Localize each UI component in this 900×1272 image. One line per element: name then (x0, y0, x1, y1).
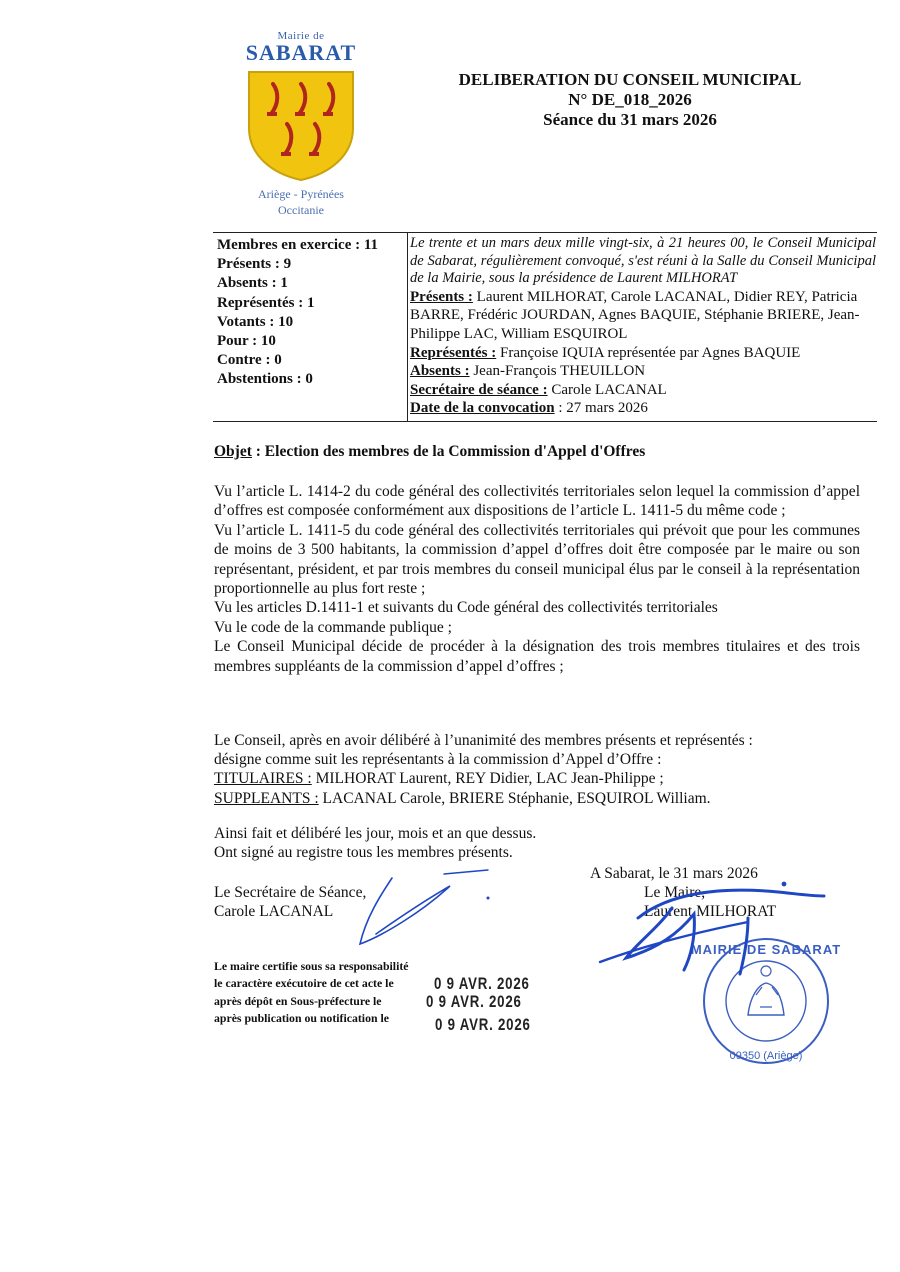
closing-line1: Ainsi fait et délibéré les jour, mois et an que dessus. (214, 825, 537, 842)
titulaires-value: MILHORAT Laurent, REY Didier, LAC Jean-Philippe ; (311, 770, 664, 788)
maire-signature-icon (598, 878, 838, 988)
document-header (430, 70, 830, 130)
document-title: DELIBERATION DU CONSEIL MUNICIPAL (458, 70, 802, 89)
decision (214, 731, 864, 808)
logo-small-text: Mairie de (277, 30, 325, 42)
certif-line3: après dépôt en Sous-préfecture le (214, 993, 382, 1008)
stat-presents: Présents : 9 (217, 256, 292, 273)
certif-line1: Le maire certifie sous sa responsabilité (214, 959, 409, 973)
secretary-signature-icon (352, 868, 502, 952)
stamp-date-depot: 0 9 AVR. 2026 (426, 992, 522, 1011)
suppleants-line (214, 789, 864, 808)
secretaire-label: Secrétaire de séance : (410, 381, 548, 398)
certif-line2: le caractère exécutoire de cet acte le (214, 976, 394, 991)
presents-label: Présents : (410, 288, 473, 305)
stamp-date-publication: 0 9 AVR. 2026 (435, 1015, 531, 1034)
presents-value: Laurent MILHORAT, Carole LACANAL, Didier REY, Patricia BARRE, Frédéric JOURDAN, Agnes BAQUIE, Stéphanie BRIERE, Jean-Philippe LAC, William ESQUIROL (410, 288, 860, 342)
decision-line2: désigne comme suit les représentants à la commission d’Appel d’Offre : (214, 751, 662, 769)
seal-text: MAIRIE DE SABARAT (690, 942, 842, 957)
objet-line (214, 443, 884, 461)
consideration-paragraph: Vu le code de la commande publique ; (214, 618, 452, 636)
titulaires-label: TITULAIRES : (214, 770, 312, 788)
municipality-logo (238, 30, 364, 230)
consideration-paragraph: Vu l’article L. 1411-5 du code général des collectivités territoriales qui prévoit que pour les communes de moins de 3 500 habitants, la commission d’appel d’offres doit être composée par le maire ou son représentant, président, et par trois membres du conseil municipal élus par le conseil à la représentation proportionnelle au plus fort reste ; (214, 521, 860, 598)
certification-block (214, 958, 422, 1028)
suppleants-label: SUPPLEANTS : (214, 789, 319, 807)
representes-label: Représentés : (410, 344, 497, 361)
stat-absents: Absents : 1 (217, 275, 288, 292)
stat-membres: Membres en exercice : 11 (217, 237, 379, 253)
info-top-rule (213, 232, 877, 233)
convocation-label: Date de la convocation (410, 400, 555, 417)
info-divider (407, 233, 408, 421)
convocation-line (410, 399, 876, 418)
session-details (410, 235, 876, 418)
secretary-title: Le Secrétaire de Séance, (214, 884, 367, 901)
logo-region-line2: Occitanie (278, 203, 324, 217)
logo-name: SABARAT (245, 40, 357, 65)
secretaire-line (410, 381, 876, 400)
considerations (214, 482, 860, 676)
suppleants-value: LACANAL Carole, BRIERE Stéphanie, ESQUIROL William. (318, 789, 711, 807)
convocation-value: : 27 mars 2026 (554, 400, 648, 417)
consideration-paragraph: Le Conseil Municipal décide de procéder à la désignation des trois membres titulaires et des trois membres suppléants de la commission d’appel d’offres ; (214, 638, 860, 675)
closing (214, 824, 614, 862)
certif-line4: après publication ou notification le (214, 1011, 390, 1026)
decision-line1: Le Conseil, après en avoir délibéré à l’unanimité des membres présents et représentés : (214, 732, 753, 749)
secretaire-value: Carole LACANAL (547, 381, 667, 398)
presents-line (410, 288, 876, 344)
session-date: Séance du 31 mars 2026 (543, 110, 717, 129)
consideration-paragraph: Vu l’article L. 1414-2 du code général des collectivités territoriales selon lequel la commission d’appel d’offres est composée conformément aux dispositions de l’article L. 1411-5 du même code ; (214, 483, 860, 520)
deliberation-number: N° DE_018_2026 (568, 90, 692, 109)
stamp-date-executoire: 0 9 AVR. 2026 (434, 974, 530, 993)
representes-value: Françoise IQUIA représentée par Agnes BAQUIE (496, 344, 801, 361)
objet-label: Objet (214, 443, 252, 460)
titulaires-line (214, 769, 864, 788)
session-intro: Le trente et un mars deux mille vingt-six, à 21 heures 00, le Conseil Municipal de Sabarat, régulièrement convoqué, s'est réuni à la Salle du Conseil Municipal de la Mairie, sous la présidence de Laurent MILHORAT (410, 235, 876, 287)
maire-name: Laurent MILHORAT (644, 903, 777, 920)
objet-text: : Election des membres de la Commission d'Appel d'Offres (251, 443, 646, 460)
logo-region-line1: Ariège - Pyrénées (258, 187, 344, 201)
representes-line (410, 344, 876, 363)
info-bottom-rule (213, 421, 877, 422)
stat-votants: Votants : 10 (217, 313, 294, 330)
stat-contre: Contre : 0 (217, 352, 282, 369)
coat-of-arms-icon (247, 70, 355, 182)
stat-abstentions: Abstentions : 0 (217, 371, 313, 388)
consideration-paragraph: Vu les articles D.1411-1 et suivants du Code général des collectivités territoriales (214, 599, 718, 617)
closing-line2: Ont signé au registre tous les membres présents. (214, 844, 513, 862)
place-date: A Sabarat, le 31 mars 2026 (590, 865, 758, 882)
maire-title: Le Maire, (644, 884, 706, 901)
stat-representes: Représentés : 1 (217, 294, 315, 311)
absents-value: Jean-François THEUILLON (469, 363, 646, 380)
stat-pour: Pour : 10 (217, 333, 276, 350)
secretary-name: Carole LACANAL (214, 903, 334, 920)
vote-stats (217, 236, 405, 390)
absents-line (410, 362, 876, 381)
seal-code: 09350 (Ariège) (729, 1050, 803, 1062)
absents-label: Absents : (410, 363, 470, 380)
